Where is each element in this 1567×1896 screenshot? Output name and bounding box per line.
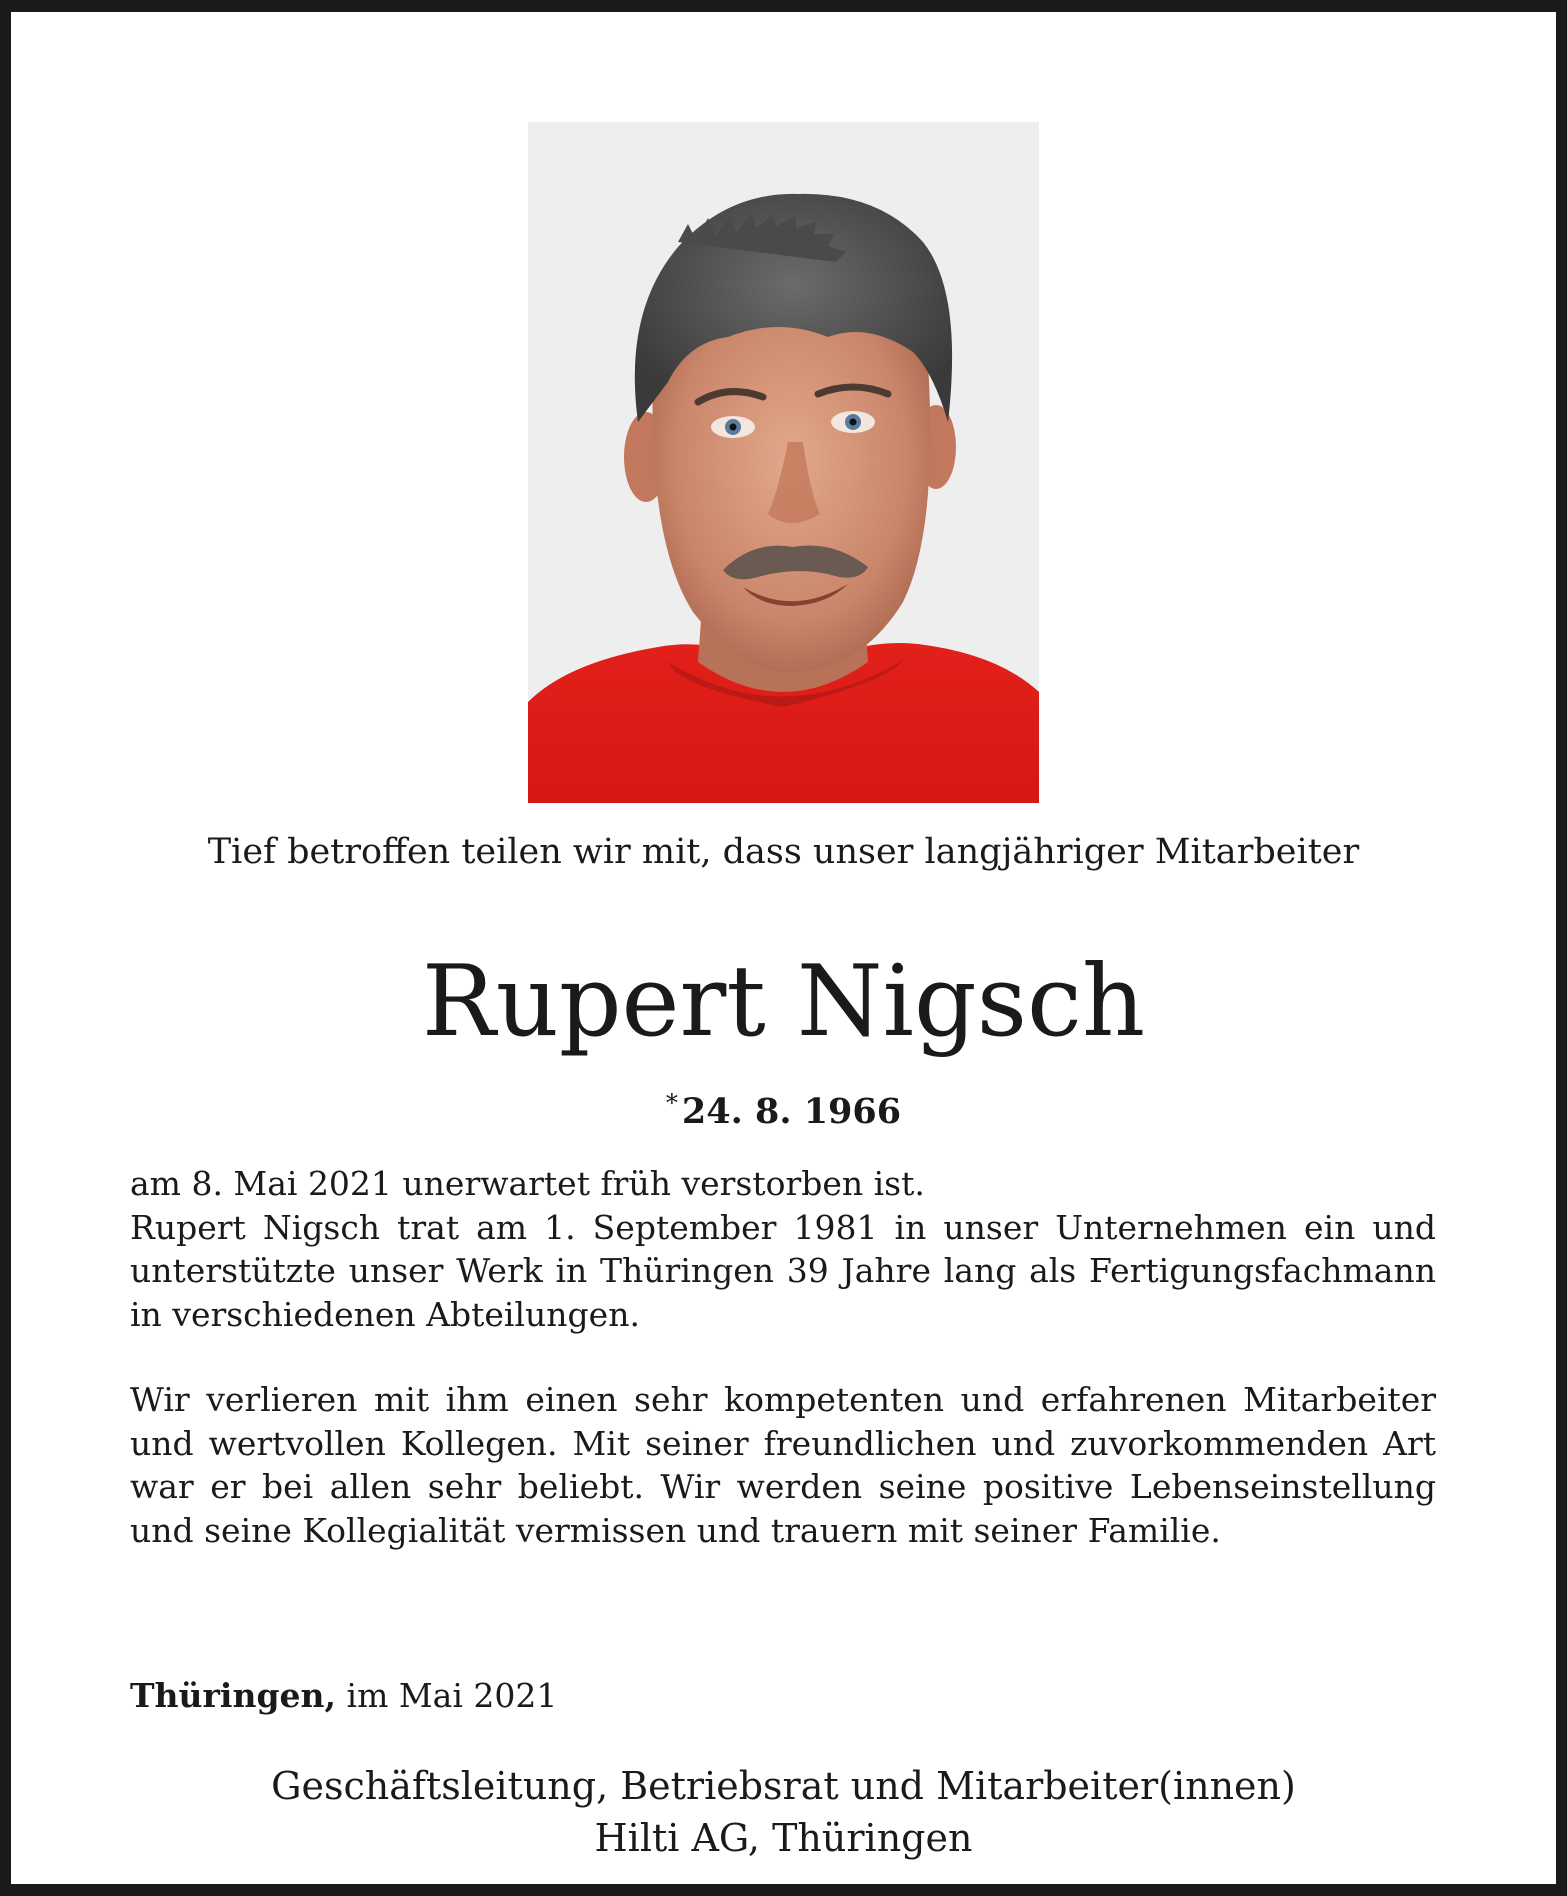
birth-date-value: 24. 8. 1966	[681, 1091, 902, 1132]
portrait-illustration	[528, 122, 1039, 803]
paragraph-1-line: Rupert Nigsch trat am 1. September 1981 in unser Unternehmen ein und	[130, 1207, 1436, 1247]
paragraph-2-line: Wir verlieren mit ihm einen sehr kompetenten und erfahrenen Mitarbeiter	[130, 1380, 1436, 1419]
paragraph-1-line: in verschiedenen Abteilungen.	[130, 1294, 640, 1334]
intro-text: Tief betroffen teilen wir mit, dass unser langjähriger Mitarbeiter	[207, 832, 1360, 872]
portrait-photo	[528, 122, 1039, 803]
paragraph-2-line: war er bei allen sehr beliebt. Wir werden seine positive Lebenseinstellung	[130, 1467, 1436, 1506]
paragraph-2-line: und wertvollen Kollegen. Mit seiner freundlichen und zuvorkommenden Art	[130, 1423, 1436, 1463]
place-name: Thüringen,	[130, 1676, 337, 1715]
birth-date	[0, 1080, 1567, 1135]
paragraph-gap	[130, 1336, 1436, 1378]
place-and-date	[130, 1674, 557, 1718]
paragraph-2-line: und seine Kollegialität vermissen und trauern mit seiner Familie.	[130, 1510, 1221, 1550]
paragraph-1-line: am 8. Mai 2021 unerwartet früh verstorben ist.	[130, 1164, 925, 1203]
deceased-name: Rupert Nigsch	[421, 945, 1146, 1059]
signoff-line-1: Geschäftsleitung, Betriebsrat und Mitarbeiter(innen)	[271, 1764, 1296, 1808]
paragraph-1-line: unterstützte unser Werk in Thüringen 39 Jahre lang als Fertigungsfachmann	[130, 1251, 1436, 1290]
birth-star: *	[665, 1089, 678, 1117]
paragraph-1	[130, 1162, 1436, 1336]
signoff-line-2: Hilti AG, Thüringen	[594, 1816, 973, 1860]
date-text: im Mai 2021	[346, 1676, 558, 1715]
signoff	[0, 1760, 1567, 1864]
obituary-body	[130, 1162, 1436, 1552]
paragraph-2	[130, 1378, 1436, 1552]
